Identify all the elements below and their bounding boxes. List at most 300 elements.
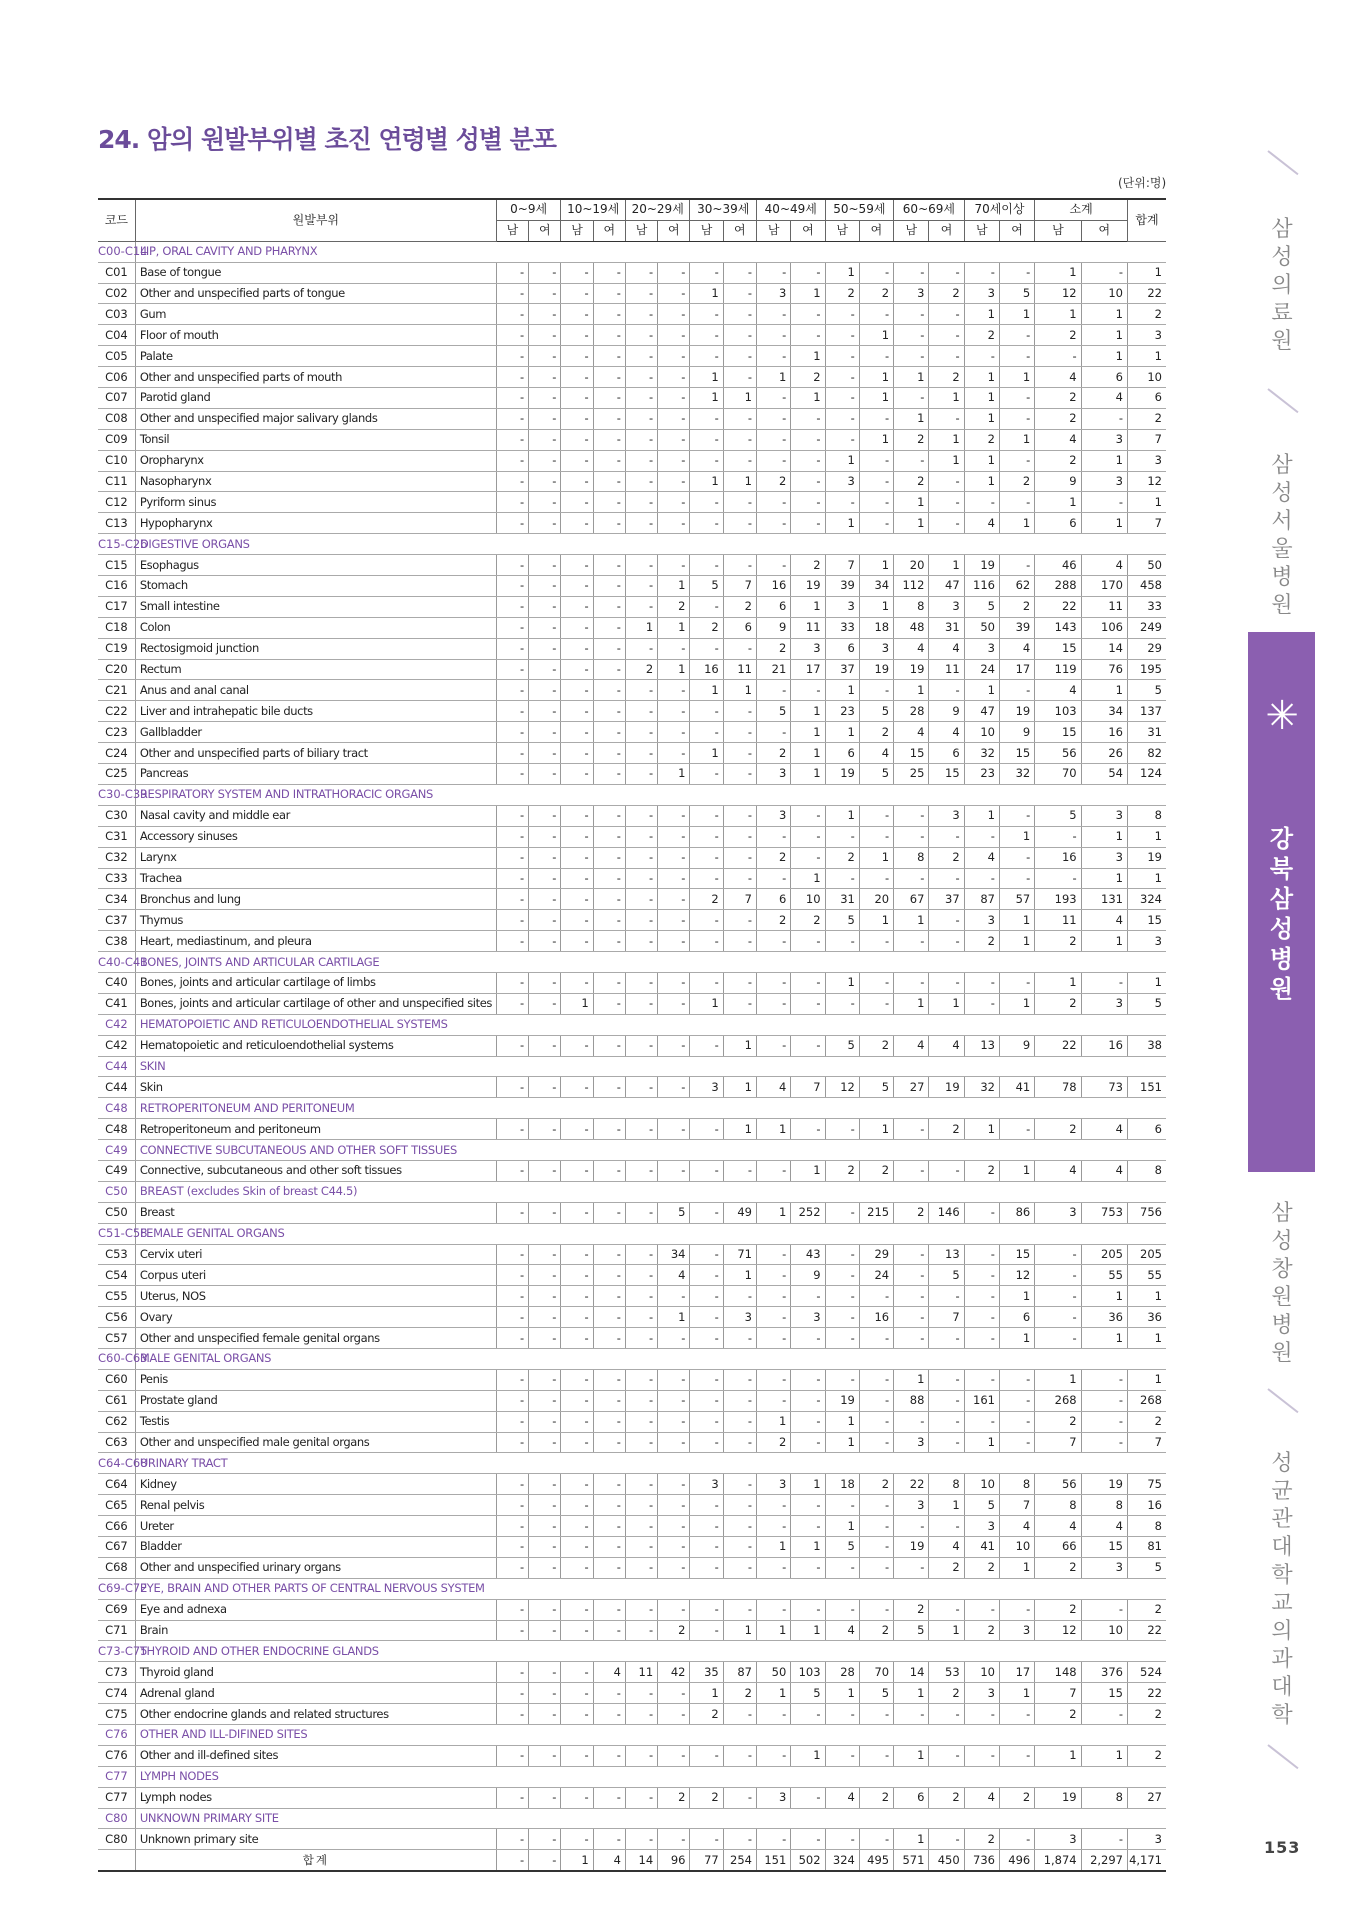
cell-count: - xyxy=(593,889,625,910)
cell-count: 20 xyxy=(894,555,929,576)
cell-count: - xyxy=(593,1599,625,1620)
side-tab-char: 대 xyxy=(1271,1675,1295,1700)
site-code: C25 xyxy=(98,764,135,785)
cell-count: - xyxy=(756,722,790,743)
cell-count: - xyxy=(496,1537,528,1558)
site-code: C12 xyxy=(98,492,135,513)
cell-count: - xyxy=(825,1369,859,1390)
cell-count: - xyxy=(825,346,859,367)
cell-count: 9 xyxy=(791,1265,825,1286)
cell-count: 1 xyxy=(859,847,893,868)
cell-count: - xyxy=(929,1516,964,1537)
cell-count: 7 xyxy=(723,576,756,597)
cell-count: - xyxy=(658,1683,690,1704)
side-tab-samsung-seoul-hospital[interactable] xyxy=(1262,452,1304,620)
cell-count: 254 xyxy=(723,1850,756,1871)
cell-count: - xyxy=(929,1390,964,1411)
cell-count: - xyxy=(894,1160,929,1181)
cell-count: - xyxy=(561,1620,593,1641)
cell-count: 19 xyxy=(894,1537,929,1558)
cell-count: 5 xyxy=(658,1202,690,1223)
cell-total: 7 xyxy=(1128,1432,1167,1453)
cell-count: 1 xyxy=(964,1432,999,1453)
cell-count: - xyxy=(593,1704,625,1725)
cell-count: - xyxy=(561,408,593,429)
cell-count: 1 xyxy=(756,1411,790,1432)
site-code: C32 xyxy=(98,847,135,868)
cell-count: - xyxy=(964,1307,999,1328)
category-code: C64-C68 xyxy=(98,1453,135,1474)
cell-total: 22 xyxy=(1128,1683,1167,1704)
cell-count: - xyxy=(593,1077,625,1098)
cell-count: 70 xyxy=(859,1662,893,1683)
cell-count: 1 xyxy=(894,513,929,534)
cell-subtotal: 1 xyxy=(1081,1286,1127,1307)
cell-count: 1 xyxy=(791,1745,825,1766)
site-code: C67 xyxy=(98,1537,135,1558)
cell-count: - xyxy=(561,638,593,659)
cell-count: - xyxy=(496,1557,528,1578)
cell-count: - xyxy=(999,1829,1034,1850)
cell-count: - xyxy=(999,555,1034,576)
cell-count: 9 xyxy=(756,617,790,638)
cell-count: 3 xyxy=(791,638,825,659)
cell-subtotal: 131 xyxy=(1081,889,1127,910)
cell-count: - xyxy=(859,471,893,492)
cell-count: - xyxy=(894,1307,929,1328)
cell-count: - xyxy=(723,1557,756,1578)
header-female: 여 xyxy=(791,220,825,241)
cell-count: - xyxy=(593,1244,625,1265)
cell-count: - xyxy=(496,1328,528,1349)
table-row xyxy=(98,805,1166,826)
cell-count: - xyxy=(529,1745,561,1766)
cell-total: 16 xyxy=(1128,1495,1167,1516)
category-name: LIP, ORAL CAVITY AND PHARYNX xyxy=(135,241,1166,262)
cell-count: - xyxy=(529,910,561,931)
site-name: Tonsil xyxy=(135,429,496,450)
cell-count: - xyxy=(561,1265,593,1286)
cell-subtotal: 4 xyxy=(1081,1516,1127,1537)
cell-subtotal: 8 xyxy=(1081,1787,1127,1808)
cell-count: - xyxy=(529,931,561,952)
cell-count: - xyxy=(756,492,790,513)
cell-count: - xyxy=(723,868,756,889)
cell-count: - xyxy=(690,596,723,617)
cell-total: 8 xyxy=(1128,1160,1167,1181)
cell-count: 8 xyxy=(894,596,929,617)
cell-count: 496 xyxy=(999,1850,1034,1871)
cell-count: - xyxy=(658,450,690,471)
site-code: C38 xyxy=(98,931,135,952)
cell-count: 9 xyxy=(929,701,964,722)
cell-count: - xyxy=(593,1829,625,1850)
cell-count: 1 xyxy=(756,1620,790,1641)
cell-subtotal: 3 xyxy=(1081,847,1127,868)
site-name: Colon xyxy=(135,617,496,638)
cell-count: - xyxy=(825,388,859,409)
cell-count: - xyxy=(593,1557,625,1578)
cell-count: - xyxy=(690,1390,723,1411)
side-tab-samsung-changwon-hospital[interactable] xyxy=(1262,1200,1304,1368)
cell-count: 42 xyxy=(658,1662,690,1683)
cell-count: - xyxy=(723,743,756,764)
cell-count: - xyxy=(658,555,690,576)
cell-count: 3 xyxy=(964,1516,999,1537)
site-code: C53 xyxy=(98,1244,135,1265)
cell-subtotal: - xyxy=(1081,972,1127,993)
cell-count: - xyxy=(593,555,625,576)
cell-count: 1 xyxy=(825,262,859,283)
cell-count: 37 xyxy=(825,659,859,680)
cell-subtotal: 15 xyxy=(1081,1537,1127,1558)
cell-count: 4 xyxy=(825,1620,859,1641)
cell-count: - xyxy=(658,993,690,1014)
cell-count: 3 xyxy=(964,1683,999,1704)
cell-count: - xyxy=(496,1474,528,1495)
cell-count: - xyxy=(690,1495,723,1516)
category-name: RESPIRATORY SYSTEM AND INTRATHORACIC ORGANS xyxy=(135,784,1166,805)
side-tab-skku-medicine[interactable] xyxy=(1262,1450,1304,1730)
cell-count: - xyxy=(894,304,929,325)
table-row xyxy=(98,1474,1166,1495)
cell-count: - xyxy=(561,805,593,826)
cell-count: - xyxy=(625,408,657,429)
cell-count: 31 xyxy=(929,617,964,638)
cell-count: - xyxy=(593,1160,625,1181)
cell-count: - xyxy=(658,1119,690,1140)
cell-count: 1 xyxy=(894,367,929,388)
cell-count: - xyxy=(690,1202,723,1223)
side-tab-kangbuk-samsung-hospital[interactable] xyxy=(1248,632,1315,1172)
cell-count: - xyxy=(859,1328,893,1349)
cell-count: 2 xyxy=(658,1787,690,1808)
cell-count: - xyxy=(496,513,528,534)
cell-count: 39 xyxy=(999,617,1034,638)
cell-total: 3 xyxy=(1128,1829,1167,1850)
cell-subtotal: 1 xyxy=(1081,826,1127,847)
table-row xyxy=(98,1557,1166,1578)
cell-count: - xyxy=(791,1328,825,1349)
site-name: Testis xyxy=(135,1411,496,1432)
cell-count: - xyxy=(825,304,859,325)
cell-count: - xyxy=(593,1683,625,1704)
cell-count: 4 xyxy=(593,1662,625,1683)
cell-count: - xyxy=(756,1369,790,1390)
cell-count: - xyxy=(999,450,1034,471)
site-code: C68 xyxy=(98,1557,135,1578)
cell-count: - xyxy=(859,1537,893,1558)
category-code: C80 xyxy=(98,1808,135,1829)
cell-count: 4 xyxy=(894,638,929,659)
cell-count: - xyxy=(964,1745,999,1766)
cell-subtotal: 19 xyxy=(1081,1474,1127,1495)
table-row xyxy=(98,1244,1166,1265)
cell-count: 10 xyxy=(999,1537,1034,1558)
cell-total: 75 xyxy=(1128,1474,1167,1495)
cell-count: 53 xyxy=(929,1662,964,1683)
cell-count: - xyxy=(825,1599,859,1620)
cell-count: - xyxy=(529,1829,561,1850)
cell-subtotal: 12 xyxy=(1035,1620,1081,1641)
cell-total: 205 xyxy=(1128,1244,1167,1265)
cell-count: - xyxy=(529,1244,561,1265)
cell-count: 9 xyxy=(999,1035,1034,1056)
header-male: 남 xyxy=(1035,220,1081,241)
cell-count: - xyxy=(723,972,756,993)
cell-count: - xyxy=(625,722,657,743)
cell-count: - xyxy=(825,993,859,1014)
cell-count: 2 xyxy=(756,638,790,659)
cell-count: - xyxy=(964,1202,999,1223)
cell-count: - xyxy=(894,931,929,952)
site-name: Other and unspecified urinary organs xyxy=(135,1557,496,1578)
cell-count: - xyxy=(929,262,964,283)
category-code: C50 xyxy=(98,1181,135,1202)
cell-count: - xyxy=(964,1411,999,1432)
cell-subtotal: 22 xyxy=(1035,1035,1081,1056)
cell-count: - xyxy=(593,1202,625,1223)
header-age-group: 60~69세 xyxy=(894,199,965,220)
table-row xyxy=(98,262,1166,283)
cell-count: - xyxy=(756,408,790,429)
cell-count: - xyxy=(529,1035,561,1056)
cell-total: 5 xyxy=(1128,993,1167,1014)
cell-subtotal: 3 xyxy=(1035,1829,1081,1850)
cell-count: - xyxy=(723,805,756,826)
site-code: C13 xyxy=(98,513,135,534)
table-body xyxy=(98,241,1166,1871)
cell-count: - xyxy=(723,1537,756,1558)
category-row xyxy=(98,1014,1166,1035)
cell-count: - xyxy=(496,868,528,889)
cell-count: - xyxy=(658,283,690,304)
cell-count: 19 xyxy=(825,1390,859,1411)
cell-count: - xyxy=(658,1557,690,1578)
cell-count: - xyxy=(929,471,964,492)
cell-count: 2 xyxy=(825,283,859,304)
cell-count: - xyxy=(658,1829,690,1850)
cell-count: - xyxy=(593,1328,625,1349)
cell-count: 1 xyxy=(859,596,893,617)
cell-count: - xyxy=(894,826,929,847)
cell-count: - xyxy=(625,1474,657,1495)
cell-count: - xyxy=(756,1160,790,1181)
cell-count: 1 xyxy=(791,1537,825,1558)
cell-total: 29 xyxy=(1128,638,1167,659)
site-code: C41 xyxy=(98,993,135,1014)
cell-count: - xyxy=(529,743,561,764)
cell-count: - xyxy=(658,1599,690,1620)
cell-count: - xyxy=(561,1745,593,1766)
cell-count: - xyxy=(496,1160,528,1181)
cell-count: - xyxy=(625,1390,657,1411)
cell-count: - xyxy=(756,1390,790,1411)
table-row xyxy=(98,1432,1166,1453)
cell-count: - xyxy=(859,1286,893,1307)
cell-count: 1 xyxy=(658,617,690,638)
cell-count: - xyxy=(791,408,825,429)
side-divider-slash xyxy=(1267,150,1298,175)
cell-count: - xyxy=(859,346,893,367)
cell-subtotal: 1 xyxy=(1081,868,1127,889)
cell-count: - xyxy=(561,1369,593,1390)
cell-count: - xyxy=(859,868,893,889)
cell-count: - xyxy=(658,826,690,847)
cell-count: - xyxy=(625,1119,657,1140)
cell-subtotal: - xyxy=(1081,408,1127,429)
site-name: Hypopharynx xyxy=(135,513,496,534)
cell-count: 2 xyxy=(690,889,723,910)
cell-subtotal: 10 xyxy=(1081,1620,1127,1641)
site-code: C03 xyxy=(98,304,135,325)
cell-count: 1 xyxy=(929,429,964,450)
cell-count: 2 xyxy=(929,283,964,304)
cell-count: - xyxy=(756,325,790,346)
cell-count: 1 xyxy=(658,764,690,785)
cell-count: 5 xyxy=(859,1683,893,1704)
cell-count: 103 xyxy=(791,1662,825,1683)
cell-count: - xyxy=(529,1307,561,1328)
cell-count: - xyxy=(690,408,723,429)
cell-count: - xyxy=(658,889,690,910)
cell-count: 4 xyxy=(929,1035,964,1056)
cell-count: - xyxy=(529,847,561,868)
cell-count: - xyxy=(756,826,790,847)
cell-count: - xyxy=(791,471,825,492)
cell-count: 1 xyxy=(791,1160,825,1181)
cell-count: - xyxy=(529,826,561,847)
cell-count: 11 xyxy=(791,617,825,638)
cell-count: - xyxy=(496,1307,528,1328)
cell-count: - xyxy=(658,1390,690,1411)
site-name: Heart, mediastinum, and pleura xyxy=(135,931,496,952)
cell-count: - xyxy=(529,993,561,1014)
cell-count: - xyxy=(929,1286,964,1307)
cell-count: - xyxy=(529,1328,561,1349)
cell-count: - xyxy=(658,868,690,889)
cell-count: 2 xyxy=(625,659,657,680)
cell-count: - xyxy=(964,262,999,283)
table-row xyxy=(98,1662,1166,1683)
cell-count: - xyxy=(625,1411,657,1432)
cell-count: 1 xyxy=(791,743,825,764)
cell-count: 1 xyxy=(894,1683,929,1704)
cell-count: - xyxy=(894,262,929,283)
cell-count: - xyxy=(929,1328,964,1349)
cell-count: 1 xyxy=(723,388,756,409)
cell-subtotal: 6 xyxy=(1035,513,1081,534)
cell-count: - xyxy=(756,1599,790,1620)
cell-count: - xyxy=(593,492,625,513)
cell-count: - xyxy=(964,1286,999,1307)
cell-count: - xyxy=(723,993,756,1014)
cell-count: - xyxy=(593,847,625,868)
cell-subtotal: 3 xyxy=(1035,1202,1081,1223)
cell-count: 1 xyxy=(999,910,1034,931)
cell-subtotal: 1 xyxy=(1081,680,1127,701)
cell-subtotal: 193 xyxy=(1035,889,1081,910)
cell-subtotal: 7 xyxy=(1035,1432,1081,1453)
cell-count: - xyxy=(593,826,625,847)
site-code xyxy=(98,1850,135,1871)
cell-subtotal: 1 xyxy=(1081,346,1127,367)
cell-count: - xyxy=(658,1704,690,1725)
cell-count: 161 xyxy=(964,1390,999,1411)
cell-count: - xyxy=(561,513,593,534)
cell-count: - xyxy=(529,1620,561,1641)
cell-count: - xyxy=(625,471,657,492)
side-tab-char: 병 xyxy=(1271,565,1295,590)
cell-count: - xyxy=(625,325,657,346)
cell-count: - xyxy=(723,367,756,388)
cell-count: 1 xyxy=(825,513,859,534)
cell-count: - xyxy=(825,325,859,346)
cell-count: - xyxy=(561,617,593,638)
cell-count: 2 xyxy=(723,596,756,617)
category-code: C42 xyxy=(98,1014,135,1035)
cell-count: 15 xyxy=(929,764,964,785)
cell-subtotal: 268 xyxy=(1035,1390,1081,1411)
cell-count: 28 xyxy=(894,701,929,722)
cell-count: - xyxy=(894,450,929,471)
category-row xyxy=(98,1181,1166,1202)
site-code: C19 xyxy=(98,638,135,659)
cell-count: - xyxy=(791,1787,825,1808)
cell-subtotal: 7 xyxy=(1035,1683,1081,1704)
cell-count: - xyxy=(561,1787,593,1808)
cell-count: - xyxy=(593,743,625,764)
cell-count: - xyxy=(496,1265,528,1286)
cell-count: - xyxy=(625,1244,657,1265)
cell-count: 2 xyxy=(723,1683,756,1704)
table-row xyxy=(98,617,1166,638)
cell-count: 1 xyxy=(964,680,999,701)
cell-count: - xyxy=(625,596,657,617)
cell-count: - xyxy=(999,262,1034,283)
cell-count: - xyxy=(561,1286,593,1307)
cell-count: - xyxy=(929,826,964,847)
cell-count: 2 xyxy=(999,596,1034,617)
site-name: Eye and adnexa xyxy=(135,1599,496,1620)
cell-count: - xyxy=(625,1599,657,1620)
cell-subtotal: 19 xyxy=(1035,1787,1081,1808)
cell-count: 2 xyxy=(894,429,929,450)
side-tab-active-label xyxy=(1248,824,1315,1004)
cell-count: - xyxy=(496,1077,528,1098)
cell-count: - xyxy=(625,993,657,1014)
site-code: C71 xyxy=(98,1620,135,1641)
cell-count: - xyxy=(496,1119,528,1140)
cell-count: - xyxy=(658,262,690,283)
header-code: 코드 xyxy=(98,199,135,241)
table-row xyxy=(98,1495,1166,1516)
cell-count: 3 xyxy=(859,638,893,659)
table-row xyxy=(98,367,1166,388)
cell-count: - xyxy=(825,367,859,388)
site-name: Hematopoietic and reticuloendothelial systems xyxy=(135,1035,496,1056)
side-tab-char: 원 xyxy=(1271,1285,1295,1310)
cell-count: - xyxy=(625,1432,657,1453)
cell-count: 71 xyxy=(723,1244,756,1265)
cell-count: - xyxy=(561,889,593,910)
cell-count: 3 xyxy=(825,596,859,617)
cell-subtotal: 8 xyxy=(1081,1495,1127,1516)
cell-count: - xyxy=(529,1369,561,1390)
cell-count: - xyxy=(529,429,561,450)
cell-count: - xyxy=(791,450,825,471)
side-tab-samsung-medical-center[interactable] xyxy=(1262,216,1304,356)
